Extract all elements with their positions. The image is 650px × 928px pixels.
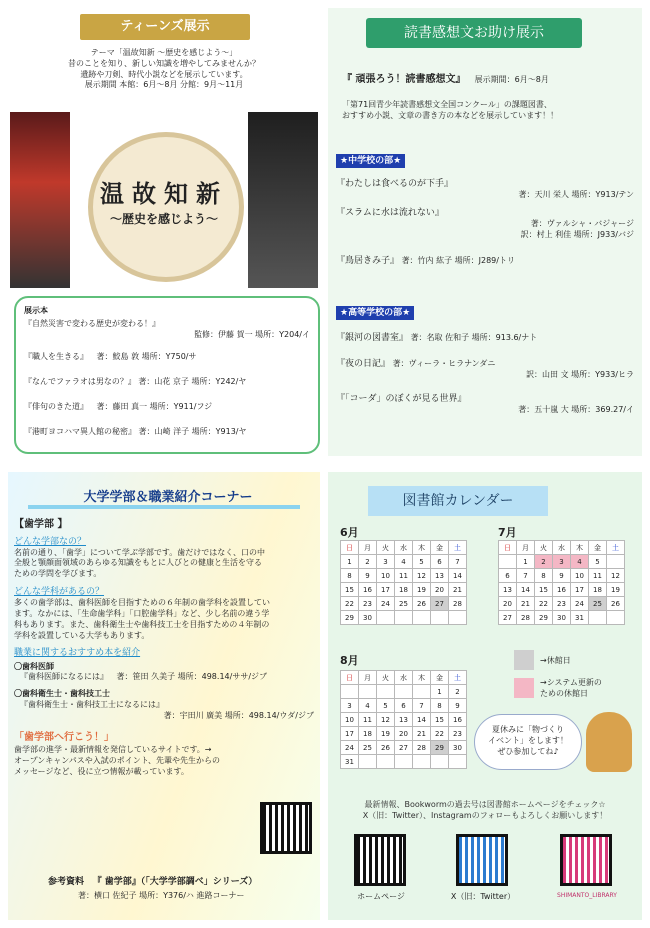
high-school-section xyxy=(336,306,634,416)
x-caption: X（旧：Twitter） xyxy=(450,892,516,901)
university-title: 大学学部＆職業紹介コーナー xyxy=(83,490,253,505)
hs-book-3-title: 『「コーダ」のぼくが見る世界』 xyxy=(336,394,467,405)
x-qr-code[interactable] xyxy=(456,834,508,886)
teens-banner: ティーンズ展示 xyxy=(80,14,250,40)
university-corner-panel xyxy=(8,472,320,920)
exhibit-book-list xyxy=(14,296,320,454)
book-4: 『俳句のきた道』 著：藤田 真一 場所：Y911/フジ xyxy=(24,401,213,411)
july-label: 7月 xyxy=(498,526,517,539)
ref-label: 参考資料 xyxy=(48,877,85,887)
footer-line-2: X（旧：Twitter）、Instagramのフォローもよろしくお願いします！ xyxy=(362,810,608,820)
desc-line-2: おすすめ小説、文章の書き方の本などを展示しています！！ xyxy=(342,110,559,120)
legend-system-text: →システム更新の xyxy=(540,678,602,687)
p2-line-3: 科もあります。また、歯科衛生士や歯科技工士を目指すための４年制の xyxy=(14,619,270,629)
junior-high-section xyxy=(336,154,634,267)
library-calendar-panel xyxy=(328,472,642,920)
hs-book-2-title: 『夜の日記』 xyxy=(336,359,391,370)
job-1-book: 『歯科医師になるには』 著：笹田 久美子 場所：498.14/ササ/ジブ xyxy=(20,672,268,682)
hero-image xyxy=(10,112,318,288)
june-label: 6月 xyxy=(340,526,359,539)
theme-text: テーマ「温故知新 ～歴史を感じよう～」 xyxy=(90,48,238,57)
headline: 『 頑張ろう！読書感想文』 xyxy=(342,74,466,85)
hs-book-3-meta: 著：五十嵐 大 場所：369.27/イ xyxy=(518,405,634,415)
hs-book-1-title: 『銀河の図書室』 xyxy=(336,333,409,344)
jh-book-2-title: 『スラムに水は流れない』 xyxy=(336,208,444,219)
heading-what: どんな学部なの？ xyxy=(14,536,87,547)
teens-exhibit-panel xyxy=(8,8,320,456)
august-label: 8月 xyxy=(340,654,359,667)
headline-period: 展示期間：6月～8月 xyxy=(474,75,549,84)
exhibit-period: 展示期間 本館：6月～8月 分館：9月～11月 xyxy=(84,80,244,90)
dental-site-qr-code[interactable] xyxy=(260,802,312,854)
heading-books: 職業に関するおすすめ本を紹介 xyxy=(14,648,141,659)
job-2: 〇歯科衛生士・歯科技工士 xyxy=(14,689,110,699)
calendar-banner: 図書館カレンダー xyxy=(368,486,548,516)
june-calendar: 日 月 火 水 木 金 土 1 2 3 4 5 6 7 8 9 10 11 12 13 14 15 16 17 18 19 20 21 22 23 24 25 26 27 28 29 30 xyxy=(340,540,467,625)
reading-report-panel xyxy=(328,8,642,456)
dept-label: 【歯学部 】 xyxy=(14,519,68,530)
hs-book-1-meta: 著：名取 佐和子 場所：913.6/ナト xyxy=(410,333,538,343)
jh-book-3-title: 『鳥居きみ子』 xyxy=(336,255,400,266)
hero-title: 温故知新 xyxy=(100,179,228,208)
book-3: 『なんでファラオは男なの？』 著：山花 京子 場所：Y242/ヤ xyxy=(24,377,247,387)
hs-book-2-meta2: 訳：山田 文 場所：Y933/ヒラ xyxy=(526,370,634,380)
book-5: 『港町ヨコハマ異人館の秘密』 著：山崎 洋子 場所：Y913/ヤ xyxy=(24,426,247,436)
title-underline xyxy=(28,505,300,509)
jh-book-1-meta: 著：天川 栄人 場所：Y913/テン xyxy=(518,190,634,200)
hero-subtitle: ～歴史を感じよう～ xyxy=(109,212,218,226)
p1-line-1: 名前の通り、「歯学」について学ぶ学部です。歯だけではなく、口の中 xyxy=(14,547,266,557)
job-2-book: 『歯科衛生士・歯科技工士になるには』 xyxy=(20,699,164,709)
exhibit-label: 展示本 xyxy=(24,306,48,315)
august-calendar: 日 月 火 水 木 金 土 1 2 3 4 5 6 7 8 9 10 11 12 13 14 15 16 17 18 19 20 21 22 23 24 25 26 27 28 29 30 31 xyxy=(340,670,467,769)
book-2: 『職人を生きる』 著：鮫島 敦 場所：Y750/サ xyxy=(24,352,197,362)
instagram-qr-code[interactable] xyxy=(560,834,612,886)
visit-line-3: メッセージなど、役に立つ情報が載っています。 xyxy=(14,766,189,776)
hs-book-2-meta: 著：ヴィーラ・ヒラナンダニ xyxy=(392,359,496,369)
headline-row xyxy=(342,70,549,86)
legend-system-swatch xyxy=(514,678,534,698)
legend-closed-text: →休館日 xyxy=(540,656,571,665)
footer-line-1: 最新情報、Bookwormの過去号は図書館ホームページをチェック☆ xyxy=(364,800,606,809)
jh-book-2-meta: 著：ヴァルシャ・バジャージ xyxy=(530,219,634,229)
p2-line-1: 多くの歯学部は、歯科医師を目指すための６年制の歯学科を設置してい xyxy=(14,598,270,608)
p2-line-4: 学科を設置している大学もあります。 xyxy=(14,630,150,640)
job-1: 〇歯科医師 xyxy=(14,661,54,671)
shiba-dog-illustration xyxy=(586,712,632,772)
ref-meta: 著：横口 佐紀子 場所：Y376/ハ 進路コーナー xyxy=(78,891,245,901)
job-2-meta: 著：宇田川 廣美 場所：498.14/ウダ/ジブ xyxy=(163,710,314,720)
book-1: 『自然災害で変わる歴史が変わる！』 監修：伊藤 賀一 場所：Y204/イ xyxy=(24,318,310,339)
ref-title: 『 歯学部』（「大学学部調べ」シリーズ） xyxy=(92,877,258,887)
high-school-label: ★高等学校の部★ xyxy=(336,306,414,320)
event-bubble: 夏休みに「物づくり イベント」をします！ ぜひ参加してね♪ xyxy=(474,714,582,770)
reading-banner: 読書感想文お助け展示 xyxy=(366,18,582,48)
jh-book-2-meta2: 訳：村上 利佳 場所：J933/バジ xyxy=(520,230,634,240)
p1-line-3: ための学問を学びます。 xyxy=(14,569,102,579)
visit-heading: 「歯学部へ行こう！」 xyxy=(14,732,114,744)
jh-book-3-meta: 著：竹内 紘子 場所：J289/トリ xyxy=(401,255,515,265)
homepage-qr-code[interactable] xyxy=(354,834,406,886)
instagram-caption: SHIMANTO_LIBRARY xyxy=(557,892,617,899)
heading-courses: どんな学科があるの？ xyxy=(14,587,105,598)
homepage-caption: ホームページ xyxy=(357,892,405,901)
desc-line-1: 「第71回青少年読書感想文全国コンクール」の課題図書、 xyxy=(342,100,552,109)
july-calendar: 日 月 火 水 木 金 土 1 2 3 4 5 6 7 8 9 10 11 12 13 14 15 16 17 18 19 20 21 22 23 24 25 26 27 28 29 30 31 xyxy=(498,540,625,625)
visit-line-1: 歯学部の進学・最新情報を発信しているサイトです。→ xyxy=(14,744,212,754)
intro-line-1: 昔のことを知り、新しい知識を増やしてみませんか？ xyxy=(68,58,260,68)
legend-closed-swatch xyxy=(514,650,534,670)
jh-book-1-title: 『わたしは食べるのが下手』 xyxy=(336,179,454,190)
visit-line-2: オープンキャンパスや入試のポイント、先輩や先生からの xyxy=(14,755,220,765)
p1-line-2: 全般と顎顔面領域のあらゆる知識をもとに人びとの健康と生活を守る xyxy=(14,558,262,568)
legend-system-text-2: ための休館日 xyxy=(540,688,588,698)
intro-line-2: 遺跡や刀剣、時代小説などを展示しています。 xyxy=(80,69,248,79)
p2-line-2: ます。なかには、「生命歯学科」「口腔歯学科」など、少し名前の違う学 xyxy=(14,608,270,618)
junior-high-label: ★中学校の部★ xyxy=(336,154,405,168)
